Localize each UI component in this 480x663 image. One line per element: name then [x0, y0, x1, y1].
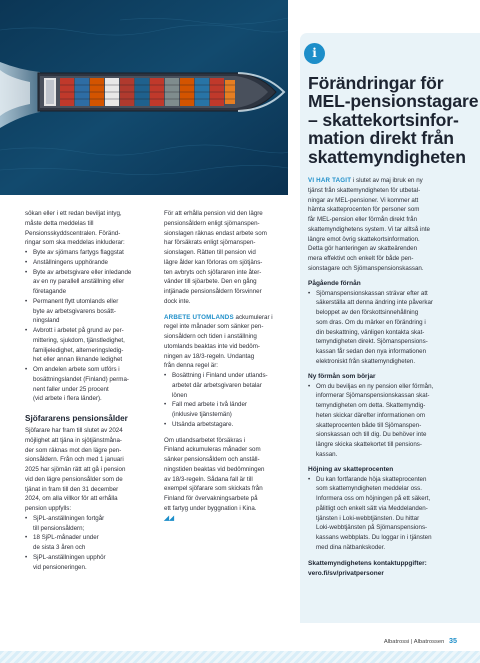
list-item: • Om andelen arbete som utförs i bosättningslandet (Finland) perma- nent faller under 25 procent (vid arbete i flera länder).: [25, 365, 153, 404]
contact-link[interactable]: vero.fi/sv/privatpersoner: [308, 569, 384, 577]
list-item: • Byte av arbetsgivare eller inledande av en ny parallell anställning eller företagande: [25, 268, 153, 297]
card-intro-line: skattemyndighetens system. Vi tar alltså inte: [308, 225, 430, 233]
card-intro-line: mera effektivt och enkelt för både pen-: [308, 255, 414, 262]
exceptions-list: [164, 371, 292, 430]
publication-name: Albatrossi | Albatrossen: [383, 639, 445, 645]
card-intro-line: sionstagare och Sjömanspensionskassan.: [308, 264, 424, 272]
abroad-paragraph: ARBETE UTOMLANDS ackumulerar i regel inte månader som sänker pen- sionsåldern och tiden i anställning utomlands beaktas inte vid bedöm- ningen av 18/3-regeln. Undantag från denna regel är:: [164, 313, 273, 370]
cargo-ship-photo: [0, 0, 288, 195]
card-list: [308, 382, 474, 460]
list-item: • Du kan fortfarande höja skatteprocenten som skattemyndigheten meddelar oss. Informera oss om höjningen på ett säkert, pålitligt och enkelt sätt via Meddelanden- tjänsten i Loki-webbtjänsten. Du hittar Loki-webbtjänsten på Sjömanspensions- kassans webbplats. Du loggar in i tjänsten med dina nätbankskoder.: [308, 475, 474, 553]
list-item: • Fall med arbete i två länder (inklusive tjänstemän): [164, 400, 292, 420]
list-item: • Om du beviljas en ny pension eller förmån, informerar Sjömanspensionskassan skat- temyndigheten om detta. Skattemyndig- heten skickar därefter informationen om skatteprocenten både till Sjömanspen- sionskassan och till dig. Du behöver inte längre skicka skattekortet till pensions- kassan.: [308, 382, 474, 460]
list-item: • Bosättning i Finland under utlands- arbetet där arbetsgivaren betalar lönen: [164, 371, 292, 400]
conditions-list: [25, 514, 153, 573]
card-heading: Höjning av skatteprocenten: [308, 465, 394, 473]
list-item: • Permanent flytt utomlands eller byte av arbetsgivarens bosätt- ningsland: [25, 297, 153, 326]
bottom-stripe: [0, 648, 480, 663]
card-heading: Pågående förnån: [308, 279, 361, 287]
list-item: • Avbrott i arbetet på grund av per- mittering, sjukdom, tjänstledighet, familjeledighet, alterneringsledig- het eller annan liknande ledighet: [25, 326, 153, 365]
changes-list: [25, 248, 153, 404]
contact-label: Skattemyndighetens kontaktuppgifter:: [308, 559, 427, 567]
list-item: • Sjömanspensionskassan strävar efter att säkerställa att denna ändring inte påverkar beloppet av den förskottsinnehållning som dras. Om du märker en förändring i din beskattning, vänligen kontakta skat- temyndigheten direkt. Sjömanspensions- kassan får sedan den nya informationen elektroniskt från skattemyndigheten.: [308, 289, 474, 367]
card-list: [308, 289, 474, 367]
list-item: • 18 SjPL-månader under de sista 3 åren och: [25, 533, 153, 553]
card-intro-line: tjänst från skattemyndigheten för utbetal-: [308, 186, 421, 194]
section-heading: Sjöfararens pensionsålder: [25, 414, 128, 423]
info-icon: i: [304, 43, 325, 64]
card-title-line: skattemyndigheten: [308, 146, 466, 167]
list-item: • Anställningens upphörande: [25, 258, 153, 268]
card-intro-line: ningar av MEL-pensioner. Vi kommer att: [308, 196, 419, 204]
card-title-line: MEL-pensionstagare: [308, 91, 479, 112]
list-item: • SjPL-anställningen upphör vid pensioneringen.: [25, 553, 153, 573]
card-body: [308, 176, 474, 579]
card-title-line: Förändringar för: [308, 73, 444, 93]
page-number: 35: [449, 636, 457, 645]
page-footer: [384, 636, 457, 645]
card-title: [308, 73, 479, 167]
card-intro-line: får MEL-pension eller förmån direkt från: [308, 216, 418, 223]
list-item: • SjPL-anställningen fortgår till pensionsåldern;: [25, 514, 153, 534]
column-left: sökan eller i ett redan beviljat intyg, måste detta meddelas till Pensionsskyddscentralen. Föränd- ringar som ska meddelas inkluderar: • Byte av sjömans fartygs flaggstat • Anställningens upphörande • Byte av arbetsgivare eller inledande av en ny parallell anställning eller företagande • Permanent flytt utomlands eller byte av arbetsgivarens bosätt- ningsland • Avbrott i arbetet på grund av per- mittering, sjukdom, tjänstledighet, familjeledighet, alterneringsledig- het eller annan liknande ledighet • Om andelen arbete som utförs i bosättningslandet (Finland) perma- nent faller under 25 procent (vid arbete i flera länder). Sjöfararens pensionsålder Sjöfarare har fram till slutet av 2024 möjlighet att tjäna in sjötjänstmåna- der som räknas mot den lägre pen- sionsåldern. Från och med 1 januari 2025 har sjömän rätt att gå i pension vid den lägre pensionsålder som de tjänat in fram till den 31 december 2024, om alla villkor för att erhålla pension uppfylls: • SjPL-anställningen fortgår till pensionsåldern; • 18 SjPL-månader under de sista 3 åren och • SjPL-anställningen upphör vid pensioneringen.: [25, 209, 153, 572]
column-middle: För att erhålla pension vid den lägre pensionsåldern enligt sjömanspen- sionslagen räknas endast arbete som har försäkrats enligt sjömanspen- sionslagen. Rätten till pension vid lägre ålder kan förloras om sjötjäns- ten avbryts och sjöfararen inte åter- vänder till sjöarbete. Den en gång intjänade pensionsåldern försvinner dock inte. ARBETE UTOMLANDS ackumulerar i regel inte månader som sänker pen- sionsåldern och tiden i anställning utomlands beaktas inte vid bedöm- ningen av 18/3-regeln. Undantag från denna regel är: • Bosättning i Finland under utlands- arbetet där arbetsgivaren betalar lönen • Fall med arbete i två länder (inklusive tjänstemän) • Utsända arbetstagare. Om utlandsarbetet försäkras i Finland ackumuleras månader som sänker pensionsåldern och anställ- ningstiden beaktas vid bedömningen av 18/3-regeln. Sådana fall är till exempel sjöfarare som skickats från Finland för övervakningsarbete på ett fartyg under byggnation i Kina. ◢◢: [164, 209, 292, 523]
card-title-line: mation direkt från: [308, 128, 454, 149]
card-intro-line: i slutet av maj ibruk en ny: [351, 177, 423, 184]
end-mark-icon: ◢◢: [164, 514, 174, 522]
abroad-lead: ARBETE UTOMLANDS: [164, 313, 234, 321]
ship-illustration: [0, 0, 288, 195]
card-intro-line: längre emot övrig skattekortsinformation.: [308, 235, 420, 243]
card-title-line: – skattekortsinfor-: [308, 109, 459, 130]
list-item: • Byte av sjömans fartygs flaggstat: [25, 248, 153, 258]
card-list: [308, 475, 474, 553]
card-intro-lead: VI HAR TAGIT: [308, 177, 352, 184]
insurance-paragraph: Om utlandsarbetet försäkras i Finland ackumuleras månader som sänker pensionsåldern och anställ- ningstiden beaktas vid bedömningen av 18/3-regeln. Sådana fall är till exempel sjöfarare som skickats från Finland för övervakningsarbete på ett fartyg under byggnation i Kina. ◢◢: [164, 436, 292, 524]
card-intro-line: hämta skatteprocenten för personer som: [308, 206, 420, 214]
card-heading: Ny förmån som börjar: [308, 372, 376, 380]
card-intro-line: Detta gör hanteringen av skatteärenden: [308, 245, 418, 253]
list-item: • Utsända arbetstagare.: [164, 420, 292, 430]
stripe-pattern: [0, 651, 480, 663]
